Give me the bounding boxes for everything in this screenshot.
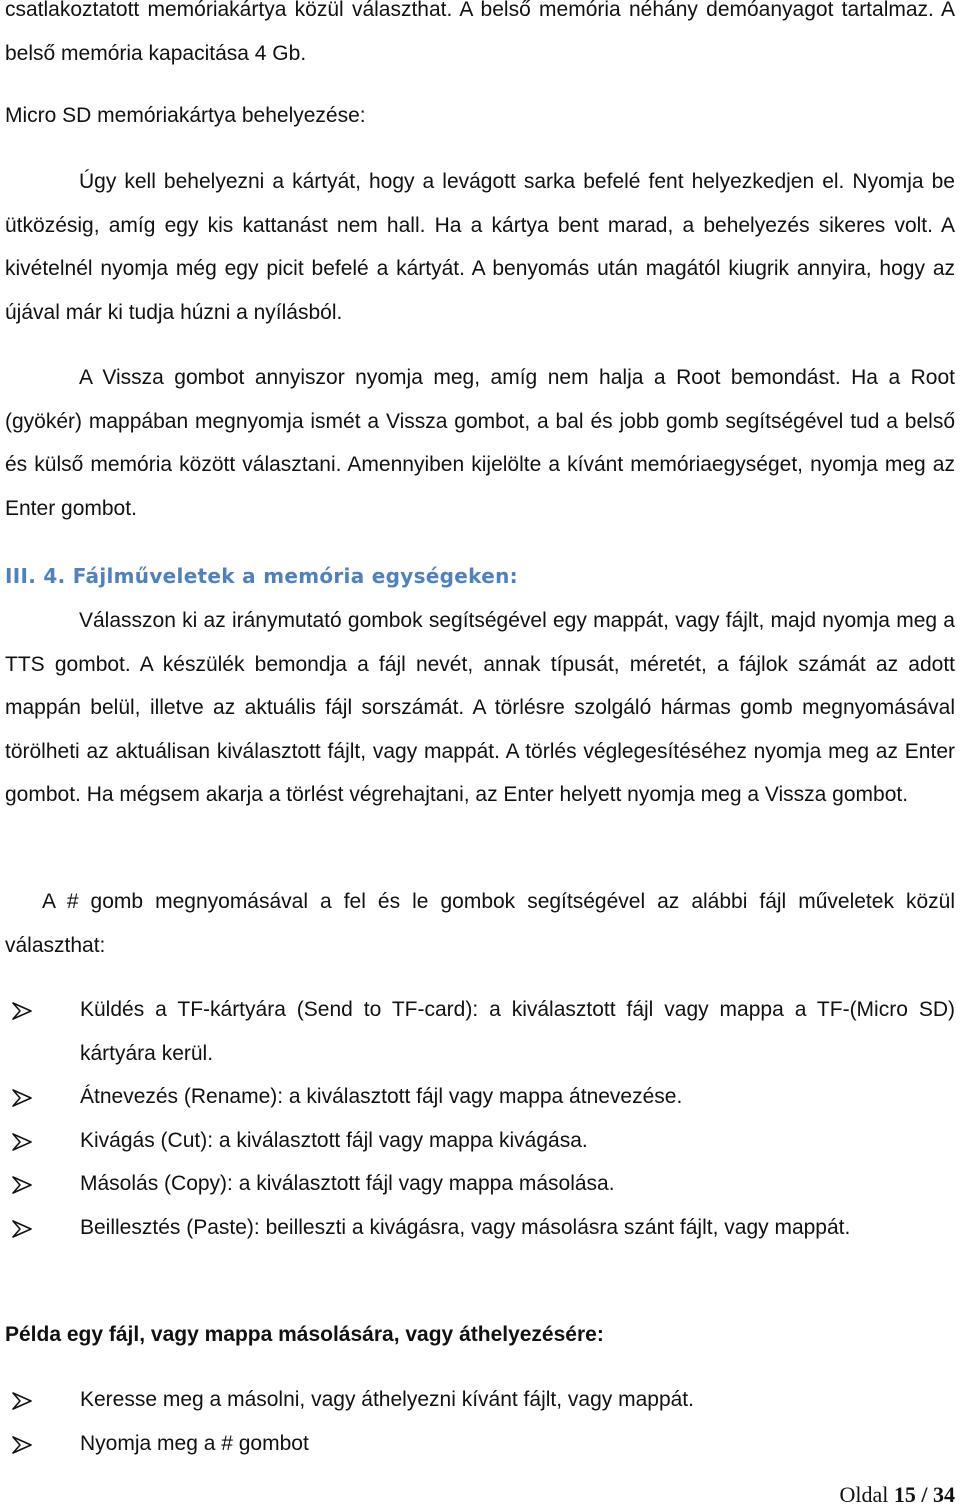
operation-text: Átnevezés (Rename): a kiválasztott fájl vagy mappa átnevezése.: [80, 1085, 683, 1109]
list-item: [0, 1075, 960, 1119]
intro-paragraph: csatlakoztatott memóriakártya közül választhat. A belső memória néhány demóanyagot tartalmaz. A belső memória kapacitása 4 Gb.: [5, 0, 955, 65]
list-item: [0, 988, 960, 1075]
example-heading: Példa egy fájl, vagy mappa másolására, vagy áthelyezésére:: [5, 1323, 604, 1346]
arrowhead-bullet-icon: [11, 1089, 33, 1107]
list-item: [0, 1206, 960, 1250]
page-label: Oldal: [839, 1482, 889, 1507]
arrowhead-bullet-icon: [11, 1220, 33, 1238]
hash-button-paragraph: A # gomb megnyomásával a fel és le gombok segítségével az alábbi fájl műveletek közül választhat:: [5, 890, 955, 957]
arrowhead-bullet-icon: [11, 1436, 33, 1454]
operations-list: [0, 988, 960, 1250]
microsd-heading: Micro SD memóriakártya behelyezése:: [5, 104, 366, 127]
section-heading: III. 4. Fájlműveletek a memória egységeken:: [5, 564, 518, 588]
total-page-count: 34: [933, 1482, 955, 1507]
arrowhead-bullet-icon: [11, 1002, 33, 1020]
arrowhead-bullet-icon: [11, 1133, 33, 1151]
step-text: Nyomja meg a # gombot: [80, 1431, 309, 1455]
operation-text: Küldés a TF-kártyára (Send to TF-card): a kiválasztott fájl vagy mappa a TF-(Micro SD) kártyára kerül.: [80, 998, 955, 1065]
page-separator: /: [921, 1482, 928, 1507]
list-item: [0, 1378, 960, 1422]
operation-text: Kivágás (Cut): a kiválasztott fájl vagy mappa kivágása.: [80, 1128, 588, 1152]
microsd-paragraph: Úgy kell behelyezni a kártyát, hogy a levágott sarka befelé fent helyezkedjen el. Nyomja be ütközésig, amíg egy kis kattanást nem hall. Ha a kártya bent marad, a behelyezés sikeres volt. A kivételnél nyomja még egy picit befelé a kártyát. A benyomás után magától kiugrik annyira, hogy az újával már ki tudja húzni a nyílásból.: [5, 170, 955, 324]
list-item: [0, 1119, 960, 1163]
current-page-number: 15: [893, 1482, 916, 1507]
step-text: Keresse meg a másolni, vagy áthelyezni kívánt fájlt, vagy mappát.: [80, 1388, 694, 1411]
operation-text: Beillesztés (Paste): beilleszti a kivágásra, vagy másolásra szánt fájlt, vagy mappát.: [80, 1215, 851, 1239]
list-item: [0, 1422, 960, 1466]
steps-list: [0, 1378, 960, 1465]
arrowhead-bullet-icon: [11, 1392, 33, 1410]
arrowhead-bullet-icon: [11, 1176, 33, 1194]
file-operations-paragraph: Válasszon ki az iránymutató gombok segítségével egy mappát, vagy fájlt, majd nyomja meg a TTS gombot. A készülék bemondja a fájl nevét, annak típusát, méretét, a fájlok számát az adott mappán belül, illetve az aktuális fájl sorszámát. A törlésre szolgáló hármas gomb megnyomásával törölheti az aktuálisan kiválasztott fájlt, vagy mappát. A törlés véglegesítéséhez nyomja meg az Enter gombot. Ha mégsem akarja a törlést végrehajtani, az Enter helyett nyomja meg a Vissza gombot.: [5, 609, 955, 807]
vissza-paragraph: A Vissza gombot annyiszor nyomja meg, amíg nem halja a Root bemondást. Ha a Root (gyökér) mappában megnyomja ismét a Vissza gombot, a bal és jobb gomb segítségével tud a belső és külső memória között választani. Amennyiben kijelölte a kívánt memóriaegységet, nyomja meg az Enter gombot.: [5, 366, 955, 520]
operation-text: Másolás (Copy): a kiválasztott fájl vagy mappa másolása.: [80, 1172, 615, 1196]
page-number-footer: [839, 1480, 955, 1510]
list-item: [0, 1162, 960, 1206]
